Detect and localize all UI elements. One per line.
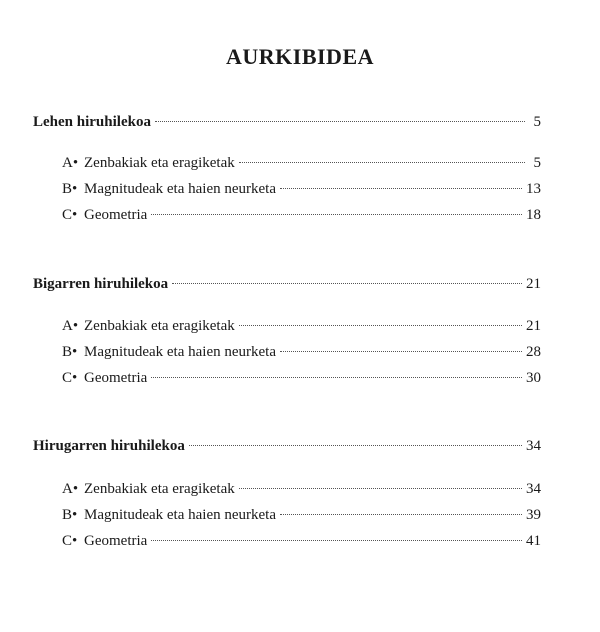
dot-leader	[239, 488, 522, 489]
item-letter: A•	[62, 318, 79, 334]
dot-leader	[280, 514, 522, 515]
page-number: 28	[526, 344, 541, 360]
toc-section-1[interactable]	[33, 112, 541, 132]
toc-section-3[interactable]	[33, 436, 541, 456]
toc-item[interactable]	[62, 368, 541, 388]
toc-section-2[interactable]	[33, 274, 541, 294]
item-letter: A•	[62, 155, 79, 171]
item-label: Magnitudeak eta haien neurketa	[84, 181, 276, 197]
toc-item[interactable]	[62, 505, 541, 525]
item-letter: A•	[62, 481, 79, 497]
toc-item[interactable]	[62, 153, 541, 173]
item-label: Geometria	[84, 533, 148, 549]
dot-leader	[155, 121, 525, 122]
toc-item[interactable]	[62, 479, 541, 499]
dot-leader	[189, 445, 522, 446]
toc-item[interactable]	[62, 316, 541, 336]
page-number: 39	[526, 507, 541, 523]
item-label: Geometria	[84, 207, 148, 223]
page-number: 21	[526, 276, 541, 292]
item-label: Zenbakiak eta eragiketak	[84, 318, 235, 334]
page-number: 30	[526, 370, 541, 386]
item-letter: C•	[62, 370, 78, 386]
item-label: Magnitudeak eta haien neurketa	[84, 507, 276, 523]
page-number: 13	[526, 181, 541, 197]
page-number: 5	[533, 114, 541, 130]
page-number: 41	[526, 533, 541, 549]
item-letter: C•	[62, 533, 78, 549]
item-label: Zenbakiak eta eragiketak	[84, 481, 235, 497]
toc-item[interactable]	[62, 179, 541, 199]
toc-item[interactable]	[62, 205, 541, 225]
dot-leader	[239, 325, 522, 326]
item-label: Geometria	[84, 370, 148, 386]
page-number: 21	[526, 318, 541, 334]
section-label: Bigarren hiruhilekoa	[33, 276, 169, 292]
page-number: 34	[526, 481, 541, 497]
item-letter: B•	[62, 181, 78, 197]
item-label: Magnitudeak eta haien neurketa	[84, 344, 276, 360]
dot-leader	[172, 283, 522, 284]
item-letter: B•	[62, 344, 78, 360]
toc-item[interactable]	[62, 531, 541, 551]
page-number: 5	[533, 155, 541, 171]
item-label: Zenbakiak eta eragiketak	[84, 155, 235, 171]
section-label: Lehen hiruhilekoa	[33, 114, 151, 130]
dot-leader	[151, 214, 522, 215]
item-letter: B•	[62, 507, 78, 523]
dot-leader	[151, 540, 522, 541]
section-label: Hirugarren hiruhilekoa	[33, 438, 185, 454]
dot-leader	[151, 377, 522, 378]
dot-leader	[239, 162, 525, 163]
page-title: AURKIBIDEA	[225, 44, 375, 69]
toc-item[interactable]	[62, 342, 541, 362]
item-letter: C•	[62, 207, 78, 223]
page-number: 18	[526, 207, 541, 223]
dot-leader	[280, 351, 522, 352]
page-number: 34	[526, 438, 541, 454]
dot-leader	[280, 188, 522, 189]
